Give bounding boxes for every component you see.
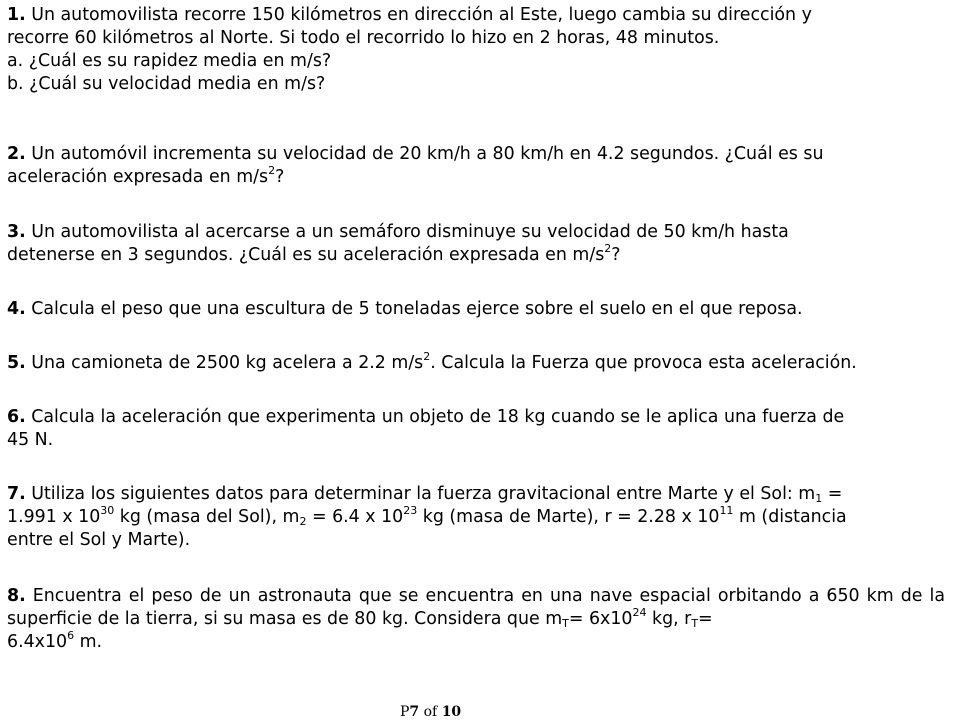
exponent: 2 bbox=[268, 164, 276, 178]
problem-number: 7. bbox=[7, 484, 26, 504]
exponent: 30 bbox=[100, 504, 115, 518]
problem-text: kg (masa del Sol), m bbox=[114, 507, 300, 527]
problem-1 bbox=[7, 4, 812, 96]
problem-number: 1. bbox=[7, 5, 26, 25]
problem-2 bbox=[7, 143, 823, 189]
exponent: 2 bbox=[604, 242, 612, 256]
problem-text: m. bbox=[74, 632, 103, 652]
problem-text: Calcula la aceleración que experimenta un objeto de 18 kg cuando se le aplica una fuerza de bbox=[31, 407, 845, 427]
problem-text: recorre 60 kilómetros al Norte. Si todo el recorrido lo hizo en 2 horas, 48 minutos. bbox=[7, 28, 720, 48]
exponent: 23 bbox=[403, 504, 418, 518]
subscript: 1 bbox=[815, 492, 823, 505]
subscript: T bbox=[562, 617, 569, 630]
exponent: 6 bbox=[67, 629, 75, 643]
problem-5 bbox=[7, 352, 857, 375]
question-a: a. ¿Cuál es su rapidez media en m/s? bbox=[7, 51, 332, 71]
problem-text: Un automóvil incrementa su velocidad de 20 km/h a 80 km/h en 4.2 segundos. ¿Cuál es su bbox=[31, 144, 824, 164]
problem-text: Un automovilista recorre 150 kilómetros en dirección al Este, luego cambia su dirección y bbox=[31, 5, 812, 25]
problem-number: 4. bbox=[7, 299, 26, 319]
problem-text: Un automovilista al acercarse a un semáforo disminuye su velocidad de 50 km/h hasta bbox=[31, 222, 789, 242]
footer-text: P bbox=[400, 704, 410, 720]
problem-number: 2. bbox=[7, 144, 26, 164]
problem-text: 45 N. bbox=[7, 430, 54, 450]
problem-text: Utiliza los siguientes datos para determinar la fuerza gravitacional entre Marte y el Sol: m bbox=[31, 484, 816, 504]
problem-4 bbox=[7, 298, 803, 321]
page-footer bbox=[400, 704, 461, 720]
problem-8 bbox=[7, 585, 945, 654]
problem-text: = 6x10 bbox=[568, 609, 633, 629]
exponent: 11 bbox=[719, 504, 734, 518]
exponent: 2 bbox=[423, 350, 431, 364]
problem-number: 8. bbox=[7, 586, 26, 606]
problem-6 bbox=[7, 406, 844, 452]
footer-text: of bbox=[419, 704, 442, 720]
problem-3 bbox=[7, 221, 789, 267]
problem-text: kg (masa de Marte), r = 2.28 x 10 bbox=[417, 507, 720, 527]
exponent: 24 bbox=[632, 606, 647, 620]
problem-text: 1.991 x 10 bbox=[7, 507, 101, 527]
problem-text: entre el Sol y Marte). bbox=[7, 530, 191, 550]
problem-text: Encuentra el peso de un astronauta que se encuentra en una nave espacial orbitando a 650 km de la superficie de la tierra, si su masa es de 80 kg. Considera que m bbox=[7, 586, 946, 629]
problem-text: = bbox=[822, 484, 843, 504]
problem-7 bbox=[7, 483, 847, 552]
problem-text: . Calcula la Fuerza que provoca esta aceleración. bbox=[430, 353, 857, 373]
problem-number: 3. bbox=[7, 222, 26, 242]
problem-text: kg, r bbox=[646, 609, 692, 629]
problem-text: = 6.4 x 10 bbox=[306, 507, 404, 527]
problem-number: 5. bbox=[7, 353, 26, 373]
problem-number: 6. bbox=[7, 407, 26, 427]
question-b: b. ¿Cuál su velocidad media en m/s? bbox=[7, 74, 326, 94]
problem-text: detenerse en 3 segundos. ¿Cuál es su aceleración expresada en m/s bbox=[7, 245, 605, 265]
problem-text: Calcula el peso que una escultura de 5 toneladas ejerce sobre el suelo en el que reposa. bbox=[31, 299, 803, 319]
problem-text: m (distancia bbox=[733, 507, 847, 527]
problem-text: aceleración expresada en m/s bbox=[7, 167, 269, 187]
problem-text: Una camioneta de 2500 kg acelera a 2.2 m/s bbox=[31, 353, 424, 373]
page-number: 7 bbox=[409, 704, 420, 720]
subscript: T bbox=[691, 617, 699, 630]
problem-text: 6.4x10 bbox=[7, 632, 68, 652]
problem-text: ? bbox=[275, 167, 285, 187]
problem-text: ? bbox=[611, 245, 621, 265]
subscript: 2 bbox=[299, 515, 307, 528]
problem-text: = bbox=[698, 609, 713, 629]
page-total: 10 bbox=[441, 704, 462, 720]
